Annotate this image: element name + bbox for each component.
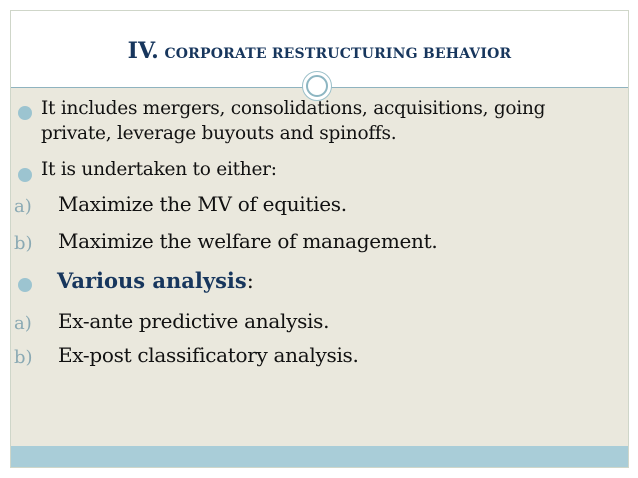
list-item-text: Maximize the MV of equities.	[58, 192, 347, 216]
list-item-text: Ex-ante predictive analysis.	[58, 309, 330, 333]
divider-circle-inner	[306, 75, 328, 97]
bottom-accent-bar	[11, 446, 628, 467]
bullet-text-line: It includes mergers, consolidations, acquisitions, going	[41, 98, 546, 119]
divider-circle-ornament	[302, 71, 332, 101]
analysis-colon: :	[246, 269, 254, 293]
list-item-text: Ex-post classificatory analysis.	[58, 343, 359, 367]
analysis-heading-group	[57, 268, 254, 293]
list-item-text: Maximize the welfare of management.	[58, 229, 438, 253]
bullet-dot	[18, 106, 32, 120]
list-marker: b)	[14, 347, 33, 368]
analysis-heading: Various analysis	[57, 268, 247, 293]
slide-title	[11, 38, 628, 64]
title-roman-numeral: IV.	[127, 38, 159, 64]
title-text: CORPORATE RESTRUCTURING BEHAVIOR	[164, 46, 512, 62]
bullet-text-line: private, leverage buyouts and spinoffs.	[41, 123, 397, 144]
bullet-dot	[18, 168, 32, 182]
bullet-dot	[18, 278, 32, 292]
list-marker: b)	[14, 233, 33, 254]
list-marker: a)	[14, 313, 32, 334]
list-marker: a)	[14, 196, 32, 217]
bullet-text-line: It is undertaken to either:	[41, 159, 277, 180]
